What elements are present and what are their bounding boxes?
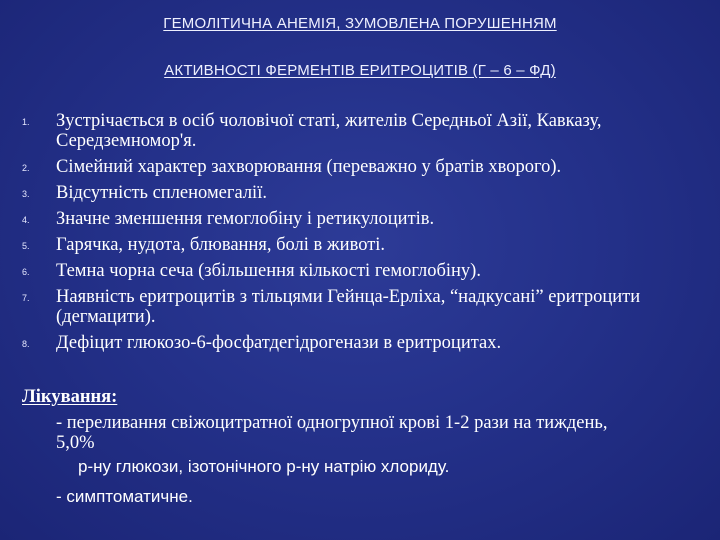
slide-title-line-1: ГЕМОЛІТИЧНА АНЕМІЯ, ЗУМОВЛЕНА ПОРУШЕННЯМ: [163, 15, 557, 32]
list-item-text: Наявність еритроцитів з тільцями Гейнца-Ерліха, “надкусані” еритроцити (дегмацити).: [56, 287, 641, 327]
list-item: [0, 261, 720, 281]
list-item-text: Гарячка, нудота, блювання, болі в животі.: [56, 235, 386, 255]
list-item: [0, 333, 720, 353]
list-item-text: Зустрічається в осіб чоловічої статі, жителів Середньої Азії, Кавказу, Середземномор'я.: [56, 111, 602, 151]
list-item-number: 5.: [22, 241, 30, 251]
slide-title-line-2: АКТИВНОСТІ ФЕРМЕНТІВ ЕРИТРОЦИТІВ (Г – 6 – ФД): [164, 62, 556, 79]
list-item-number: 2.: [22, 163, 30, 173]
list-item-number: 8.: [22, 339, 30, 349]
list-item-text: Дефіцит глюкозо-6-фосфатдегідрогенази в еритроцитах.: [56, 333, 502, 353]
list-item: [0, 235, 720, 255]
treatment-line: 5,0%: [56, 433, 95, 453]
treatment-line: р-ну глюкози, ізотонічного р-ну натрію хлориду.: [78, 457, 450, 476]
list-item: [0, 183, 720, 203]
treatment-line: - переливання свіжоцитратної одногрупної крові 1-2 рази на тиждень,: [56, 413, 608, 433]
list-item-number: 7.: [22, 293, 30, 303]
treatment-line: - симптоматичне.: [56, 487, 193, 506]
treatment-heading: Лікування:: [22, 387, 118, 407]
list-item-number: 6.: [22, 267, 30, 277]
list-item-text: Відсутність спленомегалії.: [56, 183, 267, 203]
list-item-text: Сімейний характер захворювання (переважно у братів хворого).: [56, 157, 562, 177]
list-item: [0, 157, 720, 177]
list-item-text: Темна чорна сеча (збільшення кількості гемоглобіну).: [56, 261, 481, 281]
list-item-number: 4.: [22, 215, 30, 225]
list-item: [0, 111, 720, 151]
list-item-number: 1.: [22, 117, 30, 127]
treatment-section: [22, 387, 714, 507]
list-item-text: Значне зменшення гемоглобіну і ретикулоцитів.: [56, 209, 435, 229]
list-item: [0, 209, 720, 229]
list-item: [0, 287, 720, 327]
symptom-list: [0, 111, 720, 359]
list-item-number: 3.: [22, 189, 30, 199]
